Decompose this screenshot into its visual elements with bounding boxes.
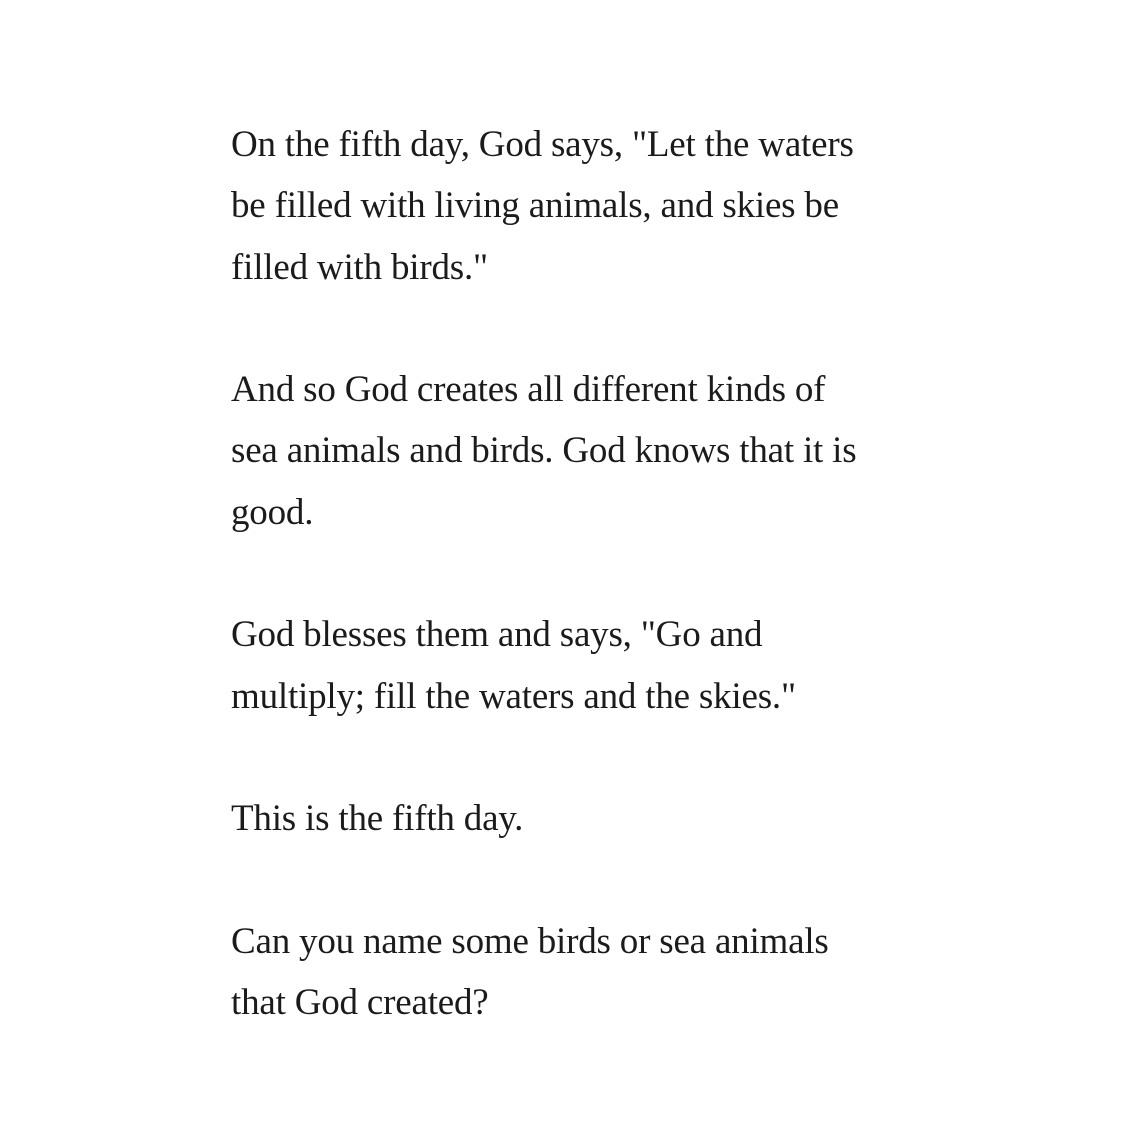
paragraph-question	[231, 911, 931, 1034]
text-line: filled with birds."	[231, 246, 488, 288]
paragraph-fifth-day-command	[231, 114, 931, 298]
text-line: sea animals and birds. God knows that it is	[231, 430, 857, 472]
text-line: good.	[231, 491, 314, 533]
text-line: On the fifth day, God says, "Let the waters	[231, 124, 854, 165]
text-line: multiply; fill the waters and the skies."	[231, 675, 796, 717]
text-line: that God created?	[231, 982, 489, 1024]
text-line: This is the fifth day.	[231, 798, 524, 840]
paragraph-blessing	[231, 604, 931, 727]
text-line: God blesses them and says, "Go and	[231, 614, 763, 656]
story-text	[231, 114, 931, 1033]
text-line: And so God creates all different kinds of	[231, 369, 826, 411]
paragraph-creation	[231, 359, 931, 543]
text-line: Can you name some birds or sea animals	[231, 920, 829, 962]
text-line: be filled with living animals, and skies be	[231, 185, 839, 227]
paragraph-fifth-day	[231, 788, 931, 849]
